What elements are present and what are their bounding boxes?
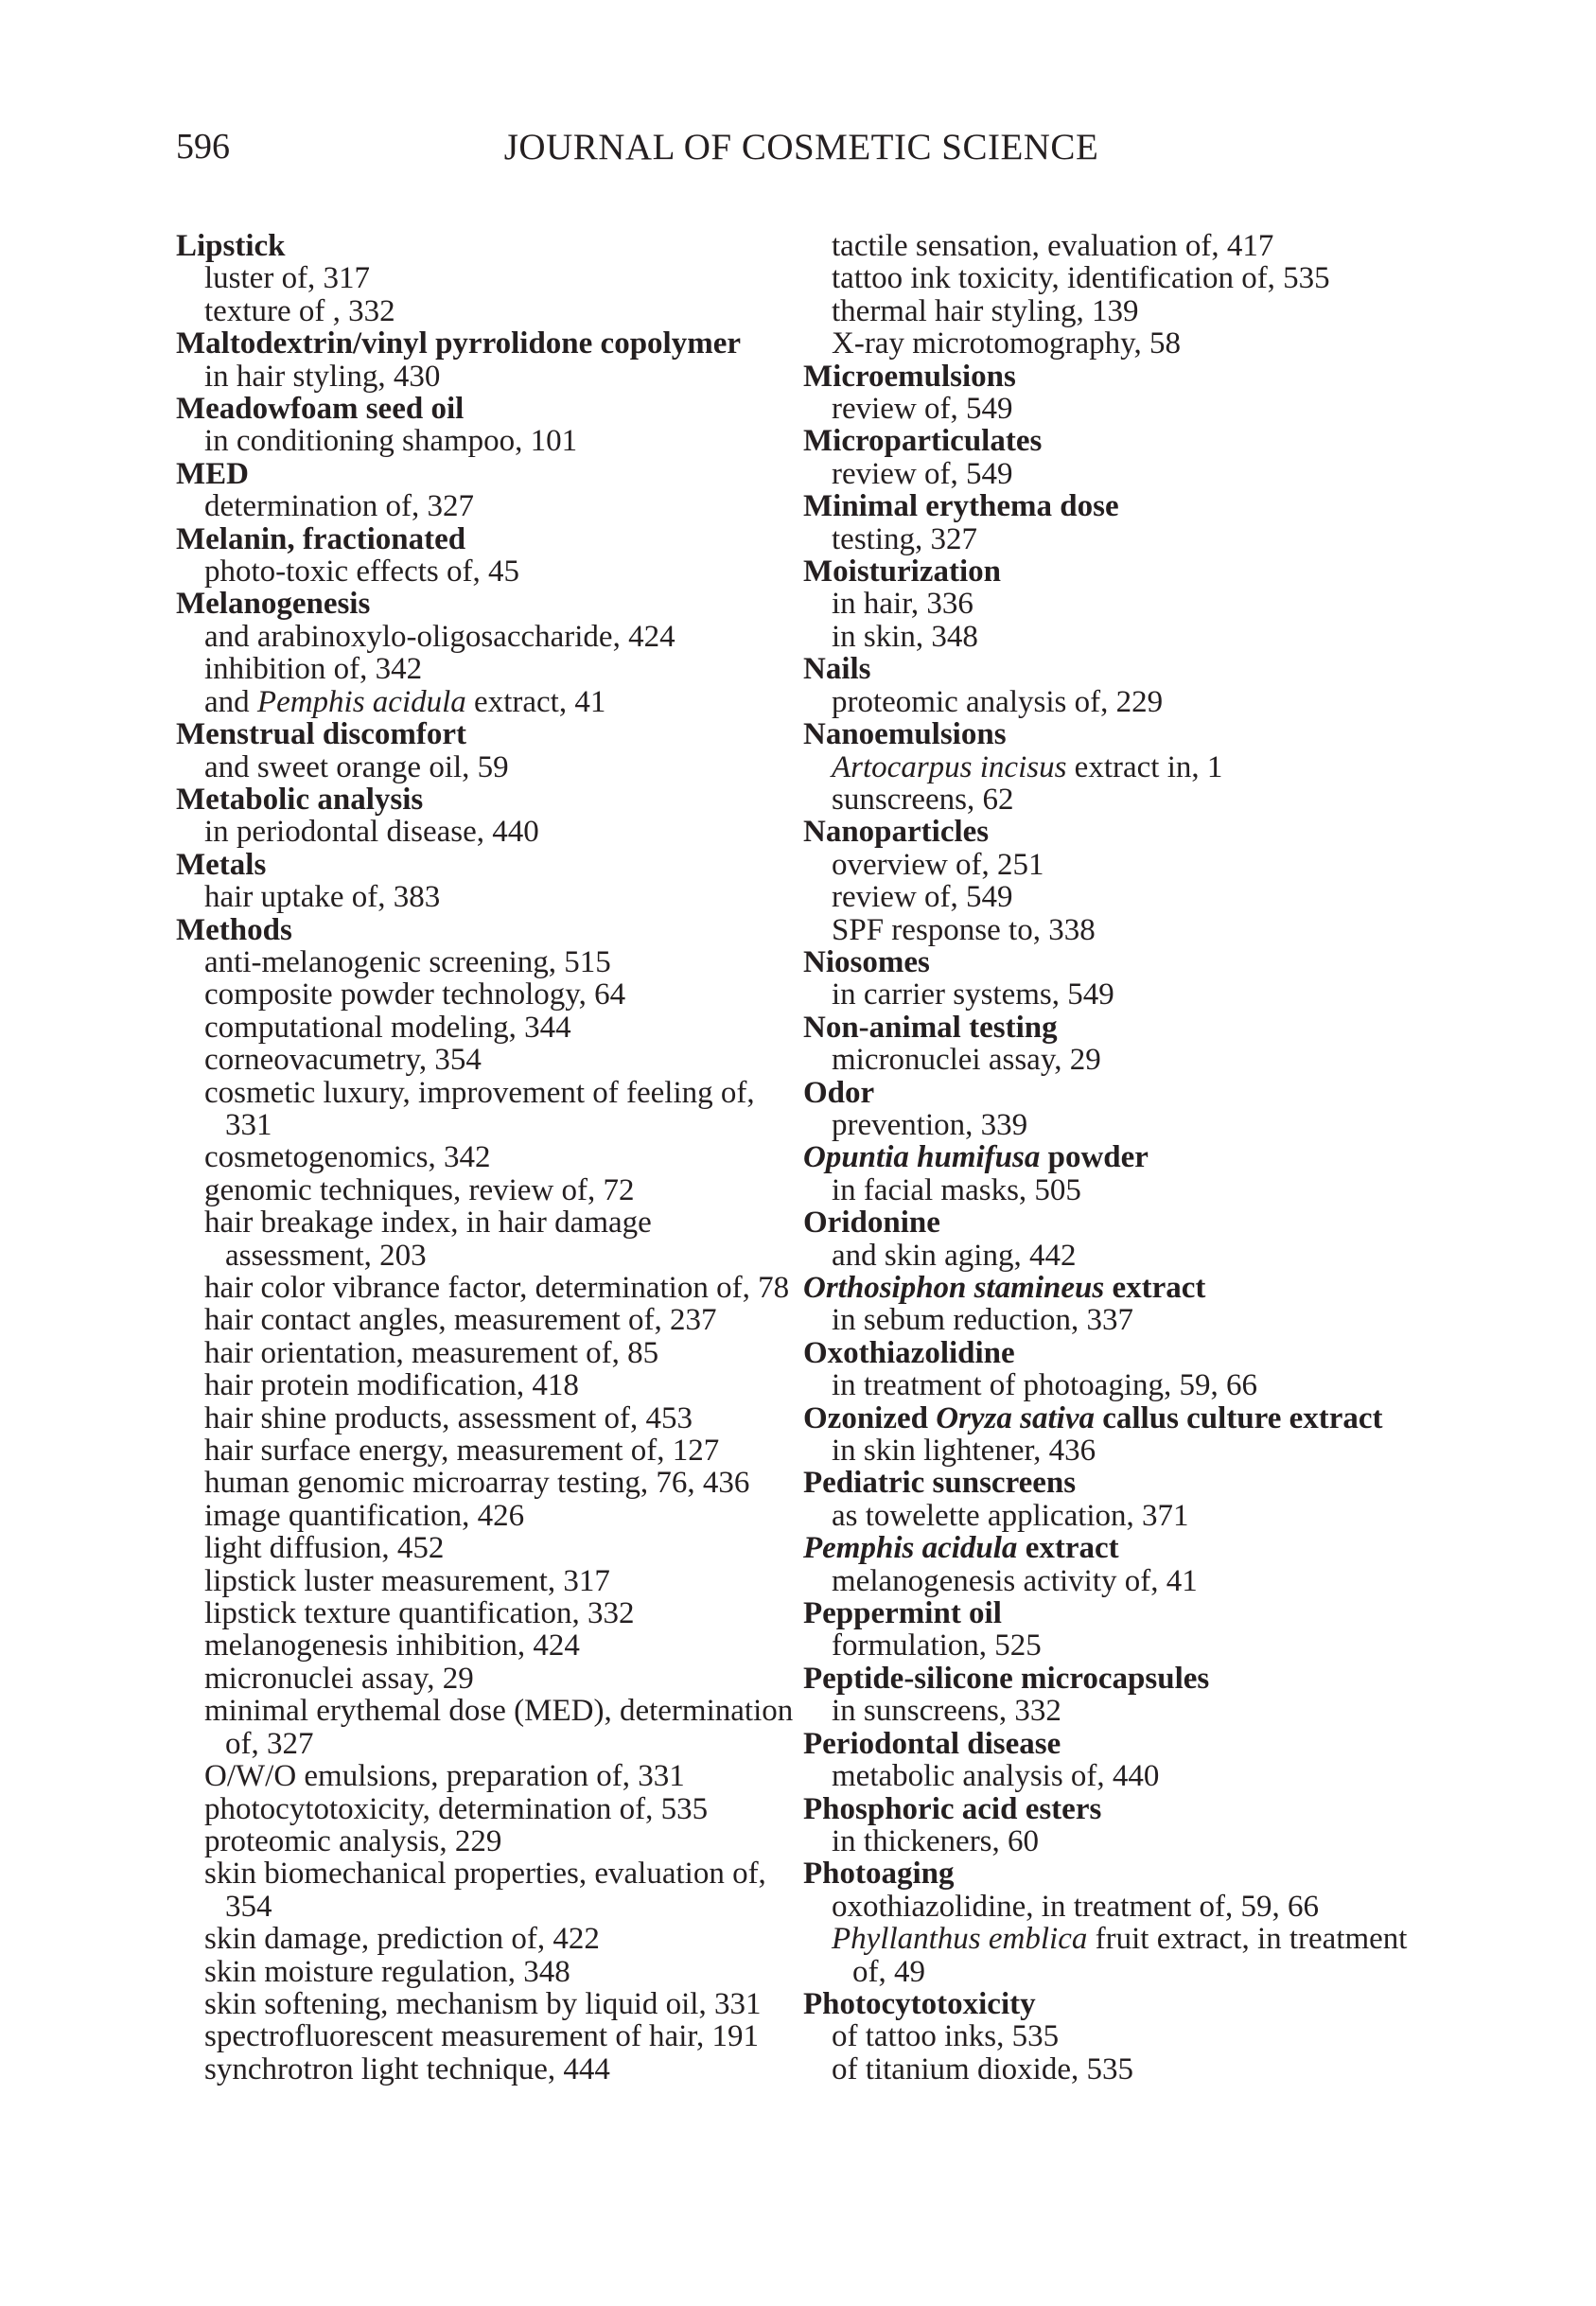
index-text: Periodontal disease: [803, 1726, 1061, 1761]
index-entry: [803, 718, 1428, 816]
index-text: hair orientation, measurement of, 85: [204, 1335, 659, 1370]
index-subentry: [803, 230, 1428, 262]
index-columns: [176, 230, 1428, 2086]
index-subentry: [803, 2053, 1428, 2086]
index-text: hair protein modification, 418: [204, 1368, 579, 1403]
index-text: Microparticulates: [803, 424, 1043, 459]
index-entry: [803, 1793, 1428, 1858]
index-text: overview of, 251: [832, 847, 1044, 882]
index-entry: [803, 1663, 1428, 1728]
index-text: and: [204, 684, 257, 719]
index-subentry: [803, 1044, 1428, 1076]
index-text: tactile sensation, evaluation of, 417: [832, 229, 1274, 263]
index-text: extract: [1104, 1271, 1206, 1305]
index-subentry: [176, 1077, 777, 1109]
index-subentry: [176, 1629, 777, 1662]
index-entry: [803, 1337, 1428, 1402]
index-text: Moisturization: [803, 554, 1001, 590]
index-headword: [803, 1012, 1428, 1044]
index-subentry-continuation: [176, 1240, 777, 1272]
index-text: in thickeners, 60: [832, 1823, 1040, 1858]
index-text: Photocytotoxicity: [803, 1986, 1036, 2021]
index-entry: [803, 816, 1428, 946]
index-text: skin moisture regulation, 348: [204, 1954, 570, 1989]
index-text: Nanoparticles: [803, 815, 990, 850]
index-text: corneovacumetry, 354: [204, 1043, 482, 1078]
index-entry: [803, 1141, 1428, 1206]
index-entry: [803, 1012, 1428, 1077]
index-text: in conditioning shampoo, 101: [204, 424, 578, 459]
index-text: composite powder technology, 64: [204, 977, 626, 1012]
index-text: genomic techniques, review of, 72: [204, 1172, 635, 1207]
index-entry: [803, 555, 1428, 653]
index-entry: [803, 1988, 1428, 2086]
index-text: 331: [225, 1107, 272, 1142]
index-headword: [803, 1532, 1428, 1564]
index-subentry: [803, 1435, 1428, 1467]
index-text: oxothiazolidine, in treatment of, 59, 66: [832, 1889, 1320, 1924]
index-subentry: [176, 1369, 777, 1401]
index-subentry: [176, 1923, 777, 1955]
index-text: skin softening, mechanism by liquid oil, 331: [204, 1986, 762, 2021]
species-name: Opuntia humifusa: [803, 1140, 1041, 1175]
index-text: in hair styling, 430: [204, 359, 441, 394]
index-headword: [803, 425, 1428, 457]
index-entry: [176, 327, 777, 393]
index-headword: [803, 1793, 1428, 1825]
index-headword: [803, 1141, 1428, 1173]
index-subentry: [176, 653, 777, 685]
index-subentry: [176, 1663, 777, 1695]
index-subentry: [176, 1044, 777, 1076]
index-headword: [803, 490, 1428, 522]
index-text: Maltodextrin/vinyl pyrrolidone copolymer: [176, 326, 742, 361]
index-text: Photoaging: [803, 1857, 955, 1892]
index-text: of, 327: [225, 1726, 314, 1761]
index-entry: [803, 946, 1428, 1012]
index-text: image quantification, 426: [204, 1498, 525, 1533]
index-subentry-continuation: [803, 1956, 1428, 1988]
index-headword: [176, 914, 777, 946]
index-subentry: [176, 490, 777, 522]
index-text: assessment, 203: [225, 1238, 427, 1273]
index-text: in facial masks, 505: [832, 1172, 1081, 1207]
index-subentry: [803, 1109, 1428, 1141]
index-subentry: [803, 849, 1428, 881]
index-subentry: [176, 1435, 777, 1467]
index-headword: [176, 849, 777, 881]
index-subentry: [176, 2020, 777, 2052]
index-text: powder: [1040, 1140, 1149, 1175]
index-subentry: [803, 686, 1428, 718]
index-text: light diffusion, 452: [204, 1531, 445, 1566]
index-text: in sebum reduction, 337: [832, 1303, 1133, 1338]
index-text: Minimal erythema dose: [803, 489, 1119, 524]
index-text: SPF response to, 338: [832, 912, 1096, 947]
index-headword: [803, 555, 1428, 588]
index-headword: [803, 1857, 1428, 1890]
index-text: proteomic analysis of, 229: [832, 684, 1164, 719]
index-subentry: [803, 1174, 1428, 1206]
index-text: Meadowfoam seed oil: [176, 392, 465, 427]
index-headword: [176, 718, 777, 750]
index-subentry: [803, 978, 1428, 1011]
index-entry: [176, 230, 777, 327]
index-subentry: [176, 1597, 777, 1629]
index-entry: [803, 1402, 1428, 1468]
index-subentry: [176, 425, 777, 457]
index-text: MED: [176, 456, 249, 491]
index-text: Peptide-silicone microcapsules: [803, 1661, 1210, 1696]
index-text: Metals: [176, 847, 267, 882]
index-subentry: [803, 1304, 1428, 1336]
index-text: O/W/O emulsions, preparation of, 331: [204, 1759, 685, 1794]
index-headword: [803, 718, 1428, 750]
species-name: Artocarpus incisus: [832, 749, 1067, 784]
index-text: and sweet orange oil, 59: [204, 749, 509, 784]
species-name: Phyllanthus emblica: [832, 1922, 1088, 1957]
index-text: photo-toxic effects of, 45: [204, 554, 519, 590]
index-text: hair surface energy, measurement of, 127: [204, 1434, 720, 1469]
index-entry: [803, 1077, 1428, 1142]
index-entry: [803, 1532, 1428, 1597]
index-subentry: [176, 295, 777, 327]
index-text: review of, 549: [832, 456, 1013, 491]
index-text: metabolic analysis of, 440: [832, 1759, 1160, 1794]
index-text: melanogenesis activity of, 41: [832, 1563, 1198, 1598]
index-subentry: [176, 1760, 777, 1792]
index-entry: [176, 849, 777, 914]
index-text: synchrotron light technique, 444: [204, 2051, 610, 2086]
index-subentry: [176, 1206, 777, 1239]
index-subentry: [176, 555, 777, 588]
index-text: Ozonized: [803, 1400, 937, 1435]
index-subentry: [176, 686, 777, 718]
index-headword: [176, 230, 777, 262]
index-text: Methods: [176, 912, 292, 947]
index-text: of, 49: [852, 1954, 925, 1989]
index-subentry: [176, 1271, 790, 1305]
index-headword: [803, 816, 1428, 848]
index-subentry: [803, 621, 1428, 653]
index-subentry: [803, 393, 1428, 425]
index-subentry: [803, 2020, 1428, 2052]
index-text: Pediatric sunscreens: [803, 1466, 1077, 1501]
index-text: testing, 327: [832, 521, 977, 556]
index-subentry: [803, 1891, 1428, 1923]
index-text: Nanoemulsions: [803, 717, 1007, 752]
index-text: skin biomechanical properties, evaluation of,: [204, 1857, 766, 1892]
index-text: skin damage, prediction of, 422: [204, 1922, 600, 1957]
index-text: formulation, 525: [832, 1628, 1042, 1663]
index-entry: [803, 1206, 1428, 1272]
index-text: callus culture extract: [1094, 1400, 1383, 1435]
index-headword: [803, 653, 1428, 685]
index-headword: [803, 1402, 1428, 1435]
index-text: of tattoo inks, 535: [832, 2019, 1060, 2054]
index-text: X-ray microtomography, 58: [832, 326, 1182, 361]
index-text: tattoo ink toxicity, identification of, 535: [832, 261, 1330, 296]
index-subentry: [176, 1956, 777, 1988]
index-text: in skin, 348: [832, 619, 978, 654]
index-headword: [176, 523, 777, 555]
index-text: extract: [1017, 1531, 1119, 1566]
index-text: Non-animal testing: [803, 1010, 1058, 1045]
index-text: Oridonine: [803, 1206, 940, 1241]
index-subentry: [176, 262, 777, 294]
index-headword: [176, 327, 777, 360]
index-text: Odor: [803, 1075, 875, 1110]
index-headword: [176, 783, 777, 816]
index-subentry: [176, 1141, 777, 1173]
index-text: thermal hair styling, 139: [832, 293, 1139, 328]
index-text: micronuclei assay, 29: [204, 1661, 474, 1696]
index-subentry: [803, 588, 1428, 620]
index-subentry: [176, 1565, 777, 1597]
index-headword: [803, 1728, 1428, 1760]
index-text: lipstick texture quantification, 332: [204, 1596, 635, 1631]
index-subentry: [176, 881, 777, 913]
index-text: texture of , 332: [204, 293, 395, 328]
index-subentry: [176, 1793, 777, 1825]
index-text: in periodontal disease, 440: [204, 815, 539, 850]
index-text: extract in, 1: [1066, 749, 1223, 784]
index-text: inhibition of, 342: [204, 652, 423, 687]
journal-title: JOURNAL OF COSMETIC SCIENCE: [503, 127, 1099, 167]
index-column-right: [803, 230, 1428, 2086]
index-text: anti-melanogenic screening, 515: [204, 944, 611, 979]
index-text: and arabinoxylo-oligosaccharide, 424: [204, 619, 675, 654]
page-number: 596: [176, 127, 230, 167]
index-text: Menstrual discomfort: [176, 717, 467, 752]
index-subentry: [803, 1369, 1428, 1401]
index-text: proteomic analysis, 229: [204, 1823, 502, 1858]
species-name: Orthosiphon stamineus: [803, 1271, 1105, 1305]
index-entry: [803, 1728, 1428, 1793]
index-text: review of, 549: [832, 880, 1013, 915]
index-text: hair contact angles, measurement of, 237: [204, 1303, 717, 1338]
index-headword: [803, 1467, 1428, 1499]
index-subentry: [176, 1337, 777, 1369]
index-subentry: [176, 1012, 777, 1044]
index-text: Oxothiazolidine: [803, 1335, 1015, 1370]
index-subentry: [176, 1304, 777, 1336]
index-headword: [803, 1988, 1428, 2020]
index-subentry: [803, 458, 1428, 490]
index-entry: [803, 425, 1428, 490]
index-headword: [803, 1597, 1428, 1629]
index-subentry: [803, 327, 1428, 360]
index-text: review of, 549: [832, 392, 1013, 427]
index-text: micronuclei assay, 29: [832, 1043, 1101, 1078]
index-text: lipstick luster measurement, 317: [204, 1563, 610, 1598]
index-subentry: [176, 1500, 777, 1532]
index-text: determination of, 327: [204, 489, 475, 524]
index-headword: [803, 1663, 1428, 1695]
index-text: cosmetic luxury, improvement of feeling of,: [204, 1075, 755, 1110]
index-entry: [803, 361, 1428, 426]
index-subentry: [803, 881, 1428, 913]
index-subentry: [176, 361, 777, 393]
index-headword: [803, 946, 1428, 978]
index-subentry: [803, 1500, 1428, 1532]
index-entry: [176, 458, 777, 523]
index-column-left: [176, 229, 794, 2086]
index-subentry: [803, 914, 1428, 946]
index-subentry: [176, 946, 777, 978]
index-text: melanogenesis inhibition, 424: [204, 1628, 580, 1663]
index-text: in carrier systems, 549: [832, 977, 1114, 1012]
index-text: prevention, 339: [832, 1107, 1028, 1142]
index-subentry: [176, 1825, 777, 1857]
index-headword: [803, 1077, 1428, 1109]
index-subentry: [803, 523, 1428, 555]
index-text: Niosomes: [803, 944, 930, 979]
index-text: in hair, 336: [832, 587, 973, 622]
index-entry: [803, 1857, 1428, 1988]
index-subentry: [176, 1532, 777, 1564]
index-entry: [176, 912, 794, 2086]
index-entry: [803, 1597, 1428, 1663]
index-text: as towelette application, 371: [832, 1498, 1189, 1533]
index-text: hair uptake of, 383: [204, 880, 441, 915]
index-text: human genomic microarray testing, 76, 436: [204, 1466, 750, 1501]
index-text: cosmetogenomics, 342: [204, 1140, 491, 1175]
index-text: Melanogenesis: [176, 587, 371, 622]
index-text: hair color vibrance factor, determination of, 78: [204, 1271, 790, 1305]
index-subentry: [803, 783, 1428, 816]
index-text: Peppermint oil: [803, 1596, 1002, 1631]
species-name: Pemphis acidula: [803, 1531, 1018, 1566]
index-text: hair shine products, assessment of, 453: [204, 1400, 693, 1435]
index-text: Microemulsions: [803, 359, 1016, 394]
index-text: minimal erythemal dose (MED), determination: [204, 1694, 794, 1729]
index-headword: [176, 458, 777, 490]
index-headword: [176, 588, 777, 620]
index-entry: [176, 783, 777, 849]
index-text: 354: [225, 1889, 272, 1924]
index-text: photocytotoxicity, determination of, 535: [204, 1791, 709, 1826]
index-subentry: [803, 1565, 1428, 1597]
index-text: Melanin, fractionated: [176, 521, 466, 556]
index-subentry: [803, 262, 1428, 294]
index-entry: [176, 523, 777, 589]
index-subentry: [803, 751, 1428, 783]
index-subentry: [803, 295, 1428, 327]
index-headword: [803, 1272, 1428, 1304]
index-entry: [176, 718, 777, 783]
index-subentry: [176, 816, 777, 848]
index-subentry-continuation: [176, 1891, 777, 1923]
species-name: Pemphis acidula: [256, 684, 466, 719]
index-subentry: [803, 1923, 1428, 1955]
index-subentry: [176, 1174, 777, 1206]
index-text: fruit extract, in treatment: [1087, 1922, 1408, 1957]
index-text: luster of, 317: [204, 261, 371, 296]
index-subentry: [176, 1694, 794, 1729]
index-subentry-continuation: [176, 1109, 777, 1141]
index-subentry-continuation: [176, 1728, 777, 1760]
index-subentry: [176, 2053, 777, 2086]
index-text: hair breakage index, in hair damage: [204, 1206, 652, 1241]
index-text: and skin aging, 442: [832, 1238, 1077, 1273]
index-text: spectrofluorescent measurement of hair, 191: [204, 2019, 760, 2054]
index-text: in sunscreens, 332: [832, 1694, 1061, 1729]
index-text: computational modeling, 344: [204, 1010, 571, 1045]
index-text: in treatment of photoaging, 59, 66: [832, 1368, 1257, 1403]
index-subentry: [176, 1857, 777, 1890]
index-headword: [803, 1206, 1428, 1239]
index-subentry: [803, 1240, 1428, 1272]
index-text: Nails: [803, 652, 871, 687]
index-text: in skin lightener, 436: [832, 1434, 1096, 1469]
index-subentry: [176, 1402, 777, 1435]
index-entry: [803, 1467, 1428, 1532]
index-subentry: [176, 621, 777, 653]
index-text: sunscreens, 62: [832, 782, 1014, 817]
index-text: Metabolic analysis: [176, 782, 424, 817]
index-subentry: [176, 1467, 777, 1499]
index-headword: [803, 1337, 1428, 1369]
index-entry: [176, 588, 777, 718]
index-text: extract, 41: [465, 684, 606, 719]
index-entry: [803, 653, 1428, 718]
index-subentry: [803, 1629, 1428, 1662]
index-entry: [803, 490, 1428, 555]
species-name: Oryza sativa: [936, 1400, 1095, 1435]
index-text: Lipstick: [176, 229, 286, 263]
index-subentry: [176, 1988, 777, 2020]
index-text: Phosphoric acid esters: [803, 1791, 1102, 1826]
index-subentry: [803, 1825, 1428, 1857]
index-subentry: [176, 751, 777, 783]
index-subentry: [803, 1695, 1428, 1727]
index-subentry: [803, 1760, 1428, 1792]
index-headword: [176, 393, 777, 425]
index-entry: [803, 230, 1428, 361]
index-entry: [803, 1272, 1428, 1337]
index-text: of titanium dioxide, 535: [832, 2051, 1133, 2086]
index-entry: [176, 393, 777, 458]
index-subentry: [176, 978, 777, 1011]
index-headword: [803, 361, 1428, 393]
